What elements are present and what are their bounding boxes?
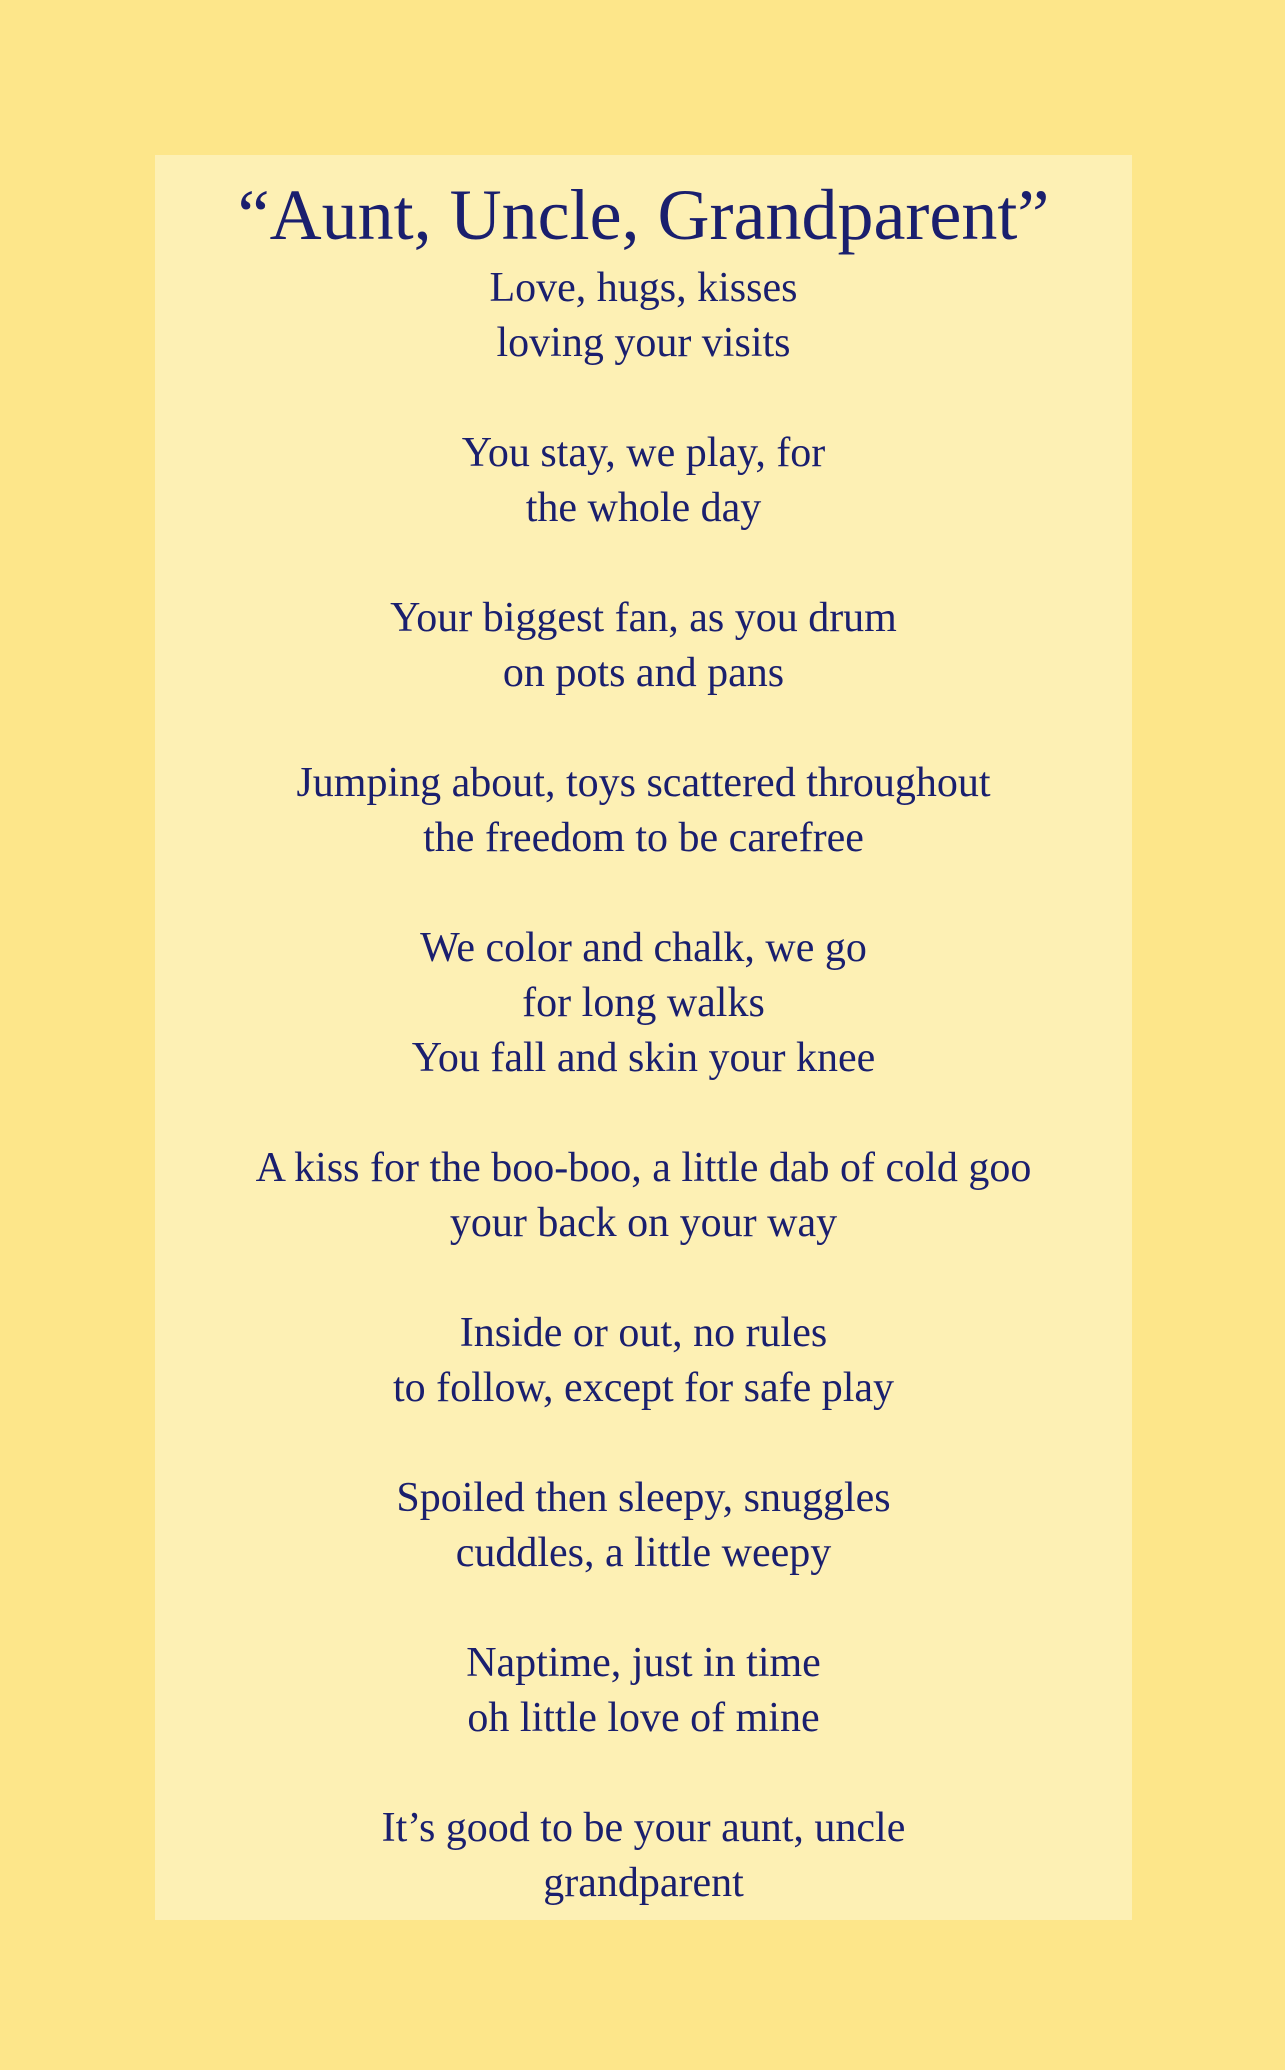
poem-line: on pots and pans: [502, 650, 785, 696]
stanza: [155, 261, 1132, 371]
stanza: [155, 1141, 1132, 1251]
poem-line: grandparent: [543, 1860, 744, 1906]
poem-line: your back on your way: [449, 1200, 838, 1246]
poem-line: You stay, we play, for: [461, 430, 826, 476]
poem-line: Jumping about, toys scattered throughout: [296, 760, 991, 806]
poem-line: Love, hugs, kisses: [489, 265, 798, 311]
poem-line: cuddles, a little weepy: [455, 1530, 832, 1576]
stanza: [155, 1306, 1132, 1416]
poem-line: the freedom to be carefree: [423, 815, 864, 861]
stanza: [155, 591, 1132, 701]
stanza: [155, 1801, 1132, 1911]
poem-line: to follow, except for safe play: [392, 1365, 895, 1411]
stanza: [155, 426, 1132, 536]
poem-line: oh little love of mine: [467, 1695, 820, 1741]
poem-line: for long walks: [522, 980, 765, 1026]
stanza: [155, 921, 1132, 1086]
poem-line: Spoiled then sleepy, snuggles: [396, 1475, 891, 1521]
poem-line: loving your visits: [496, 320, 791, 366]
poem-line: Your biggest fan, as you drum: [390, 595, 897, 641]
stanza: [155, 756, 1132, 866]
poem-panel: [155, 155, 1132, 1920]
poem-line: We color and chalk, we go: [420, 925, 867, 971]
poem-line: Naptime, just in time: [466, 1640, 821, 1686]
poem-body: [155, 261, 1132, 1911]
poem-line: A kiss for the boo-boo, a little dab of cold goo: [255, 1145, 1032, 1191]
stanza: [155, 1471, 1132, 1581]
poem-title: “Aunt, Uncle, Grandparent”: [237, 175, 1050, 255]
poem-line: Inside or out, no rules: [459, 1310, 828, 1356]
stanza: [155, 1636, 1132, 1746]
poem-line: You fall and skin your knee: [411, 1035, 876, 1081]
poem-line: the whole day: [525, 485, 762, 531]
poem-line: It’s good to be your aunt, uncle: [381, 1805, 906, 1851]
